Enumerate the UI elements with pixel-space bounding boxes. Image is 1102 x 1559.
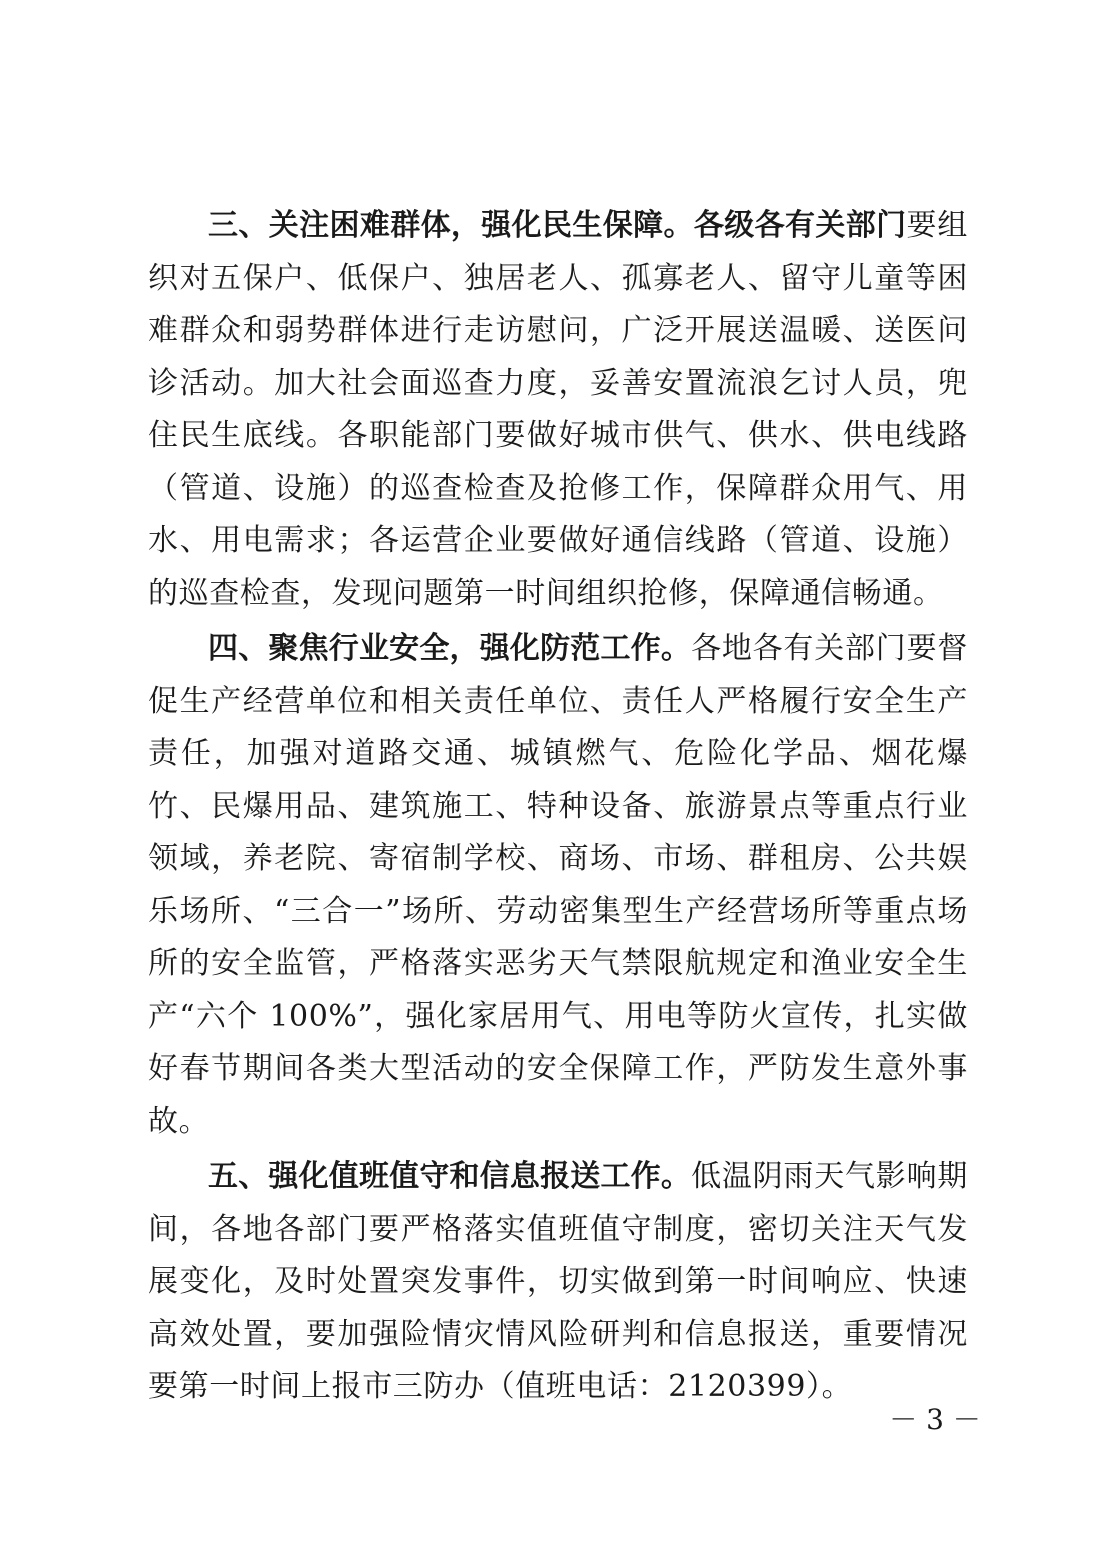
paragraph-heading: 四、聚焦行业安全，强化防范工作。: [208, 631, 692, 666]
paragraph-body: 低温阴雨天气影响期间，各地各部门要严格落实值班值守制度，密切关注天气发展变化，及时处置突发事件，切实做到第一时间响应、快速高效处置，要加强险情灾情风险研判和信息报送，重要情况要第一时间上报市三防办（值班电话：2120399）。: [148, 1159, 968, 1404]
paragraph-livelihood: [148, 200, 968, 620]
paragraph-duty-reporting: [148, 1151, 968, 1414]
page-number: － 3 －: [889, 1403, 981, 1436]
paragraph-body: 要组织对五保户、低保户、独居老人、孤寡老人、留守儿童等困难群众和弱势群体进行走访慰问，广泛开展送温暖、送医问诊活动。加大社会面巡查力度，妥善安置流浪乞讨人员，兜住民生底线。各职能部门要做好城市供气、供水、供电线路（管道、设施）的巡查检查及抢修工作，保障群众用气、用水、用电需求；各运营企业要做好通信线路（管道、设施）的巡查检查，发现问题第一时间组织抢修，保障通信畅通。: [148, 208, 969, 611]
paragraph-industry-safety: [148, 623, 968, 1148]
paragraph-body: 各地各有关部门要督促生产经营单位和相关责任单位、责任人严格履行安全生产责任，加强对道路交通、城镇燃气、危险化学品、烟花爆竹、民爆用品、建筑施工、特种设备、旅游景点等重点行业领域，养老院、寄宿制学校、商场、市场、群租房、公共娱乐场所、“三合一”场所、劳动密集型生产经营场所等重点场所的安全监管，严格落实恶劣天气禁限航规定和渔业安全生产“六个 100%”，强化家居用气、用电等防火宣传，扎实做好春节期间各类大型活动的安全保障工作，严防发生意外事故。: [148, 631, 968, 1139]
paragraph-heading: 五、强化值班值守和信息报送工作。: [208, 1159, 692, 1194]
document-body: [148, 200, 968, 1417]
paragraph-heading: 三、关注困难群体，强化民生保障。各级各有关部门: [208, 208, 907, 243]
